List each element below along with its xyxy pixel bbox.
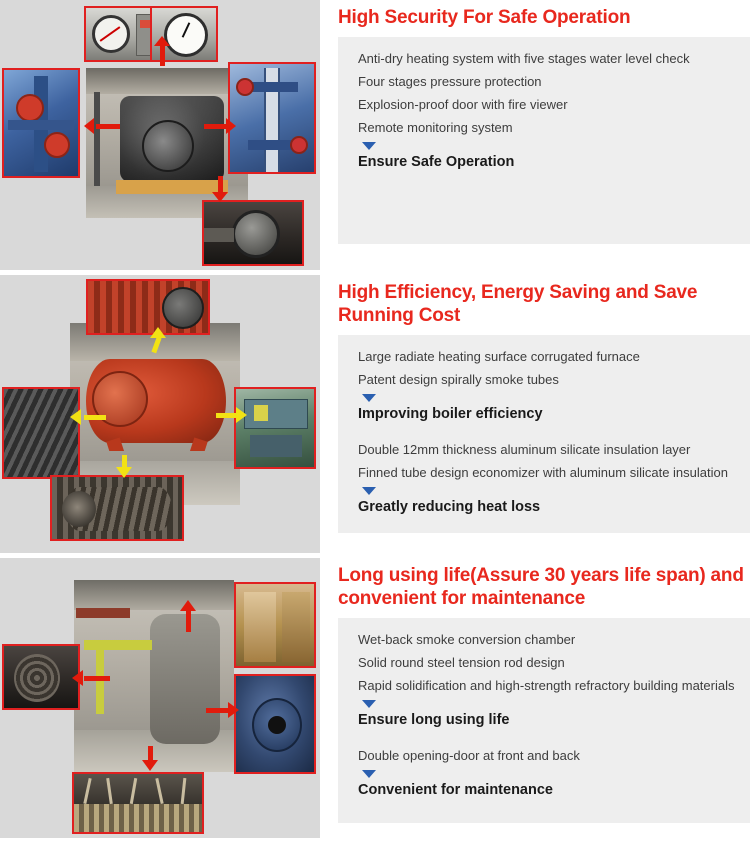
refractory-material-photo <box>234 582 316 668</box>
feature-item: Wet-back smoke conversion chamber <box>358 632 576 647</box>
long-life-feature-list <box>338 618 750 823</box>
efficiency-photo-panel <box>0 275 320 553</box>
arrow-down-icon <box>362 142 376 150</box>
water-level-column-photo <box>228 62 316 174</box>
feature-item: Rapid solidification and high-strength refractory building materials <box>358 678 735 693</box>
section-heading: Long using life(Assure 30 years life span) and convenient for maintenance <box>338 565 744 609</box>
blue-valve-assembly-photo <box>2 68 80 178</box>
section-heading: High Efficiency, Energy Saving and Save Running Cost <box>338 282 698 326</box>
feature-item: Solid round steel tension rod design <box>358 655 565 670</box>
section-heading: High Security For Safe Operation <box>338 7 631 28</box>
spacer <box>350 428 738 438</box>
security-feature-list <box>338 37 750 244</box>
section-conclusion: Ensure Safe Operation <box>358 154 515 170</box>
arrow-down-icon <box>362 700 376 708</box>
section-conclusion: Ensure long using life <box>358 712 510 728</box>
feature-item: Patent design spirally smoke tubes <box>358 372 559 387</box>
feature-item: Four stages pressure protection <box>358 74 542 89</box>
section-conclusion: Greatly reducing heat loss <box>358 499 541 515</box>
section-conclusion: Convenient for maintenance <box>358 782 553 798</box>
explosion-proof-door-photo <box>202 200 304 266</box>
corrugated-furnace-photo <box>86 279 210 335</box>
long-life-text-panel <box>320 558 750 823</box>
section-high-security <box>0 0 750 275</box>
feature-item: Double 12mm thickness aluminum silicate insulation layer <box>358 442 691 457</box>
feature-item: Double opening-door at front and back <box>358 748 580 763</box>
efficiency-text-panel <box>320 275 750 533</box>
section-conclusion: Improving boiler efficiency <box>358 406 543 422</box>
section-long-using-life <box>0 558 750 843</box>
section-high-efficiency <box>0 275 750 558</box>
arrow-down-icon <box>362 394 376 402</box>
rear-door-photo <box>234 674 316 774</box>
red-boiler-body-photo <box>86 353 226 451</box>
arrow-down-icon <box>362 487 376 495</box>
spacer <box>350 734 738 744</box>
spiral-tube-photo <box>50 475 184 541</box>
feature-item: Explosion-proof door with fire viewer <box>358 97 568 112</box>
security-photo-panel <box>0 0 320 270</box>
feature-item: Remote monitoring system <box>358 120 513 135</box>
smoke-tube-bundle-photo <box>2 387 80 479</box>
efficiency-feature-list <box>338 335 750 533</box>
feature-item: Finned tube design economizer with aluminum silicate insulation <box>358 465 728 480</box>
economizer-photo <box>234 387 316 469</box>
arrow-down-icon <box>362 770 376 778</box>
security-text-panel <box>320 0 750 244</box>
feature-item: Large radiate heating surface corrugated furnace <box>358 349 640 364</box>
long-life-photo-panel <box>0 558 320 838</box>
smoke-chamber-nozzles-photo <box>72 772 204 834</box>
feature-item: Anti-dry heating system with five stages water level check <box>358 51 690 66</box>
tension-rod-photo <box>2 644 80 710</box>
